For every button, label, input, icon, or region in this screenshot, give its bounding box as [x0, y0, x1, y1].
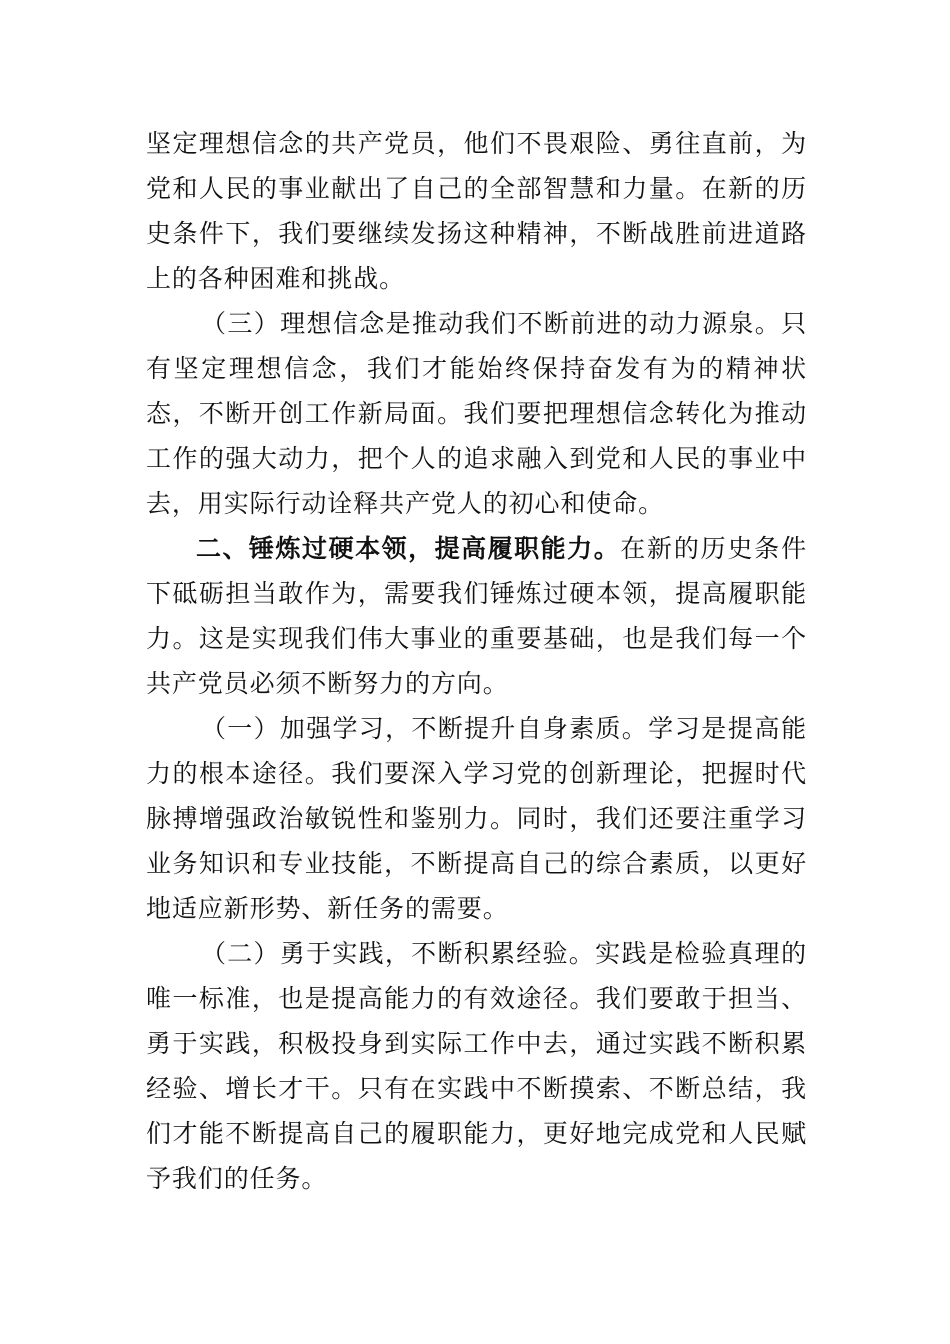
- section-heading: （二）勇于实践，不断积累经验。: [201, 939, 596, 968]
- paragraph-text: 坚定理想信念的共产党员，他们不畏艰险、勇往直前，为党和人民的事业献出了自己的全部智慧和力量。在新的历史条件下，我们要继续发扬这种精神，不断战胜前进道路上的各种困难和挑战。: [146, 129, 807, 293]
- section-heading: （三）理想信念是推动我们不断前进的动力源泉。: [201, 309, 782, 338]
- paragraph-section-1: [146, 706, 807, 931]
- paragraph-section-2: [146, 931, 807, 1201]
- chapter-heading: 二、锤炼过硬本领，提高履职能力。: [196, 534, 621, 563]
- paragraph-chapter-2: [146, 526, 807, 706]
- paragraph-text: 在新的历史条件下砥砺担当敢作为，需要我们锤炼过硬本领，提高履职能力。这是实现我们伟大事业的重要基础，也是我们每一个共产党员必须不断努力的方向。: [146, 534, 807, 698]
- section-heading: （一）加强学习，不断提升自身素质。: [201, 714, 649, 743]
- paragraph-continuation: [146, 121, 807, 301]
- paragraph-text: 实践是检验真理的唯一标准，也是提高能力的有效途径。我们要敢于担当、勇于实践，积极投身到实际工作中去，通过实践不断积累经验、增长才干。只有在实践中不断摸索、不断总结，我们才能不断提高自己的履职能力，更好地完成党和人民赋予我们的任务。: [146, 939, 807, 1193]
- paragraph-section-3: [146, 301, 807, 526]
- paragraph-text: 只有坚定理想信念，我们才能始终保持奋发有为的精神状态，不断开创工作新局面。我们要把理想信念转化为推动工作的强大动力，把个人的追求融入到党和人民的事业中去，用实际行动诠释共产党人的初心和使命。: [146, 309, 807, 518]
- paragraph-text: 学习是提高能力的根本途径。我们要深入学习党的创新理论，把握时代脉搏增强政治敏锐性和鉴别力。同时，我们还要注重学习业务知识和专业技能，不断提高自己的综合素质，以更好地适应新形势、新任务的需要。: [146, 714, 808, 923]
